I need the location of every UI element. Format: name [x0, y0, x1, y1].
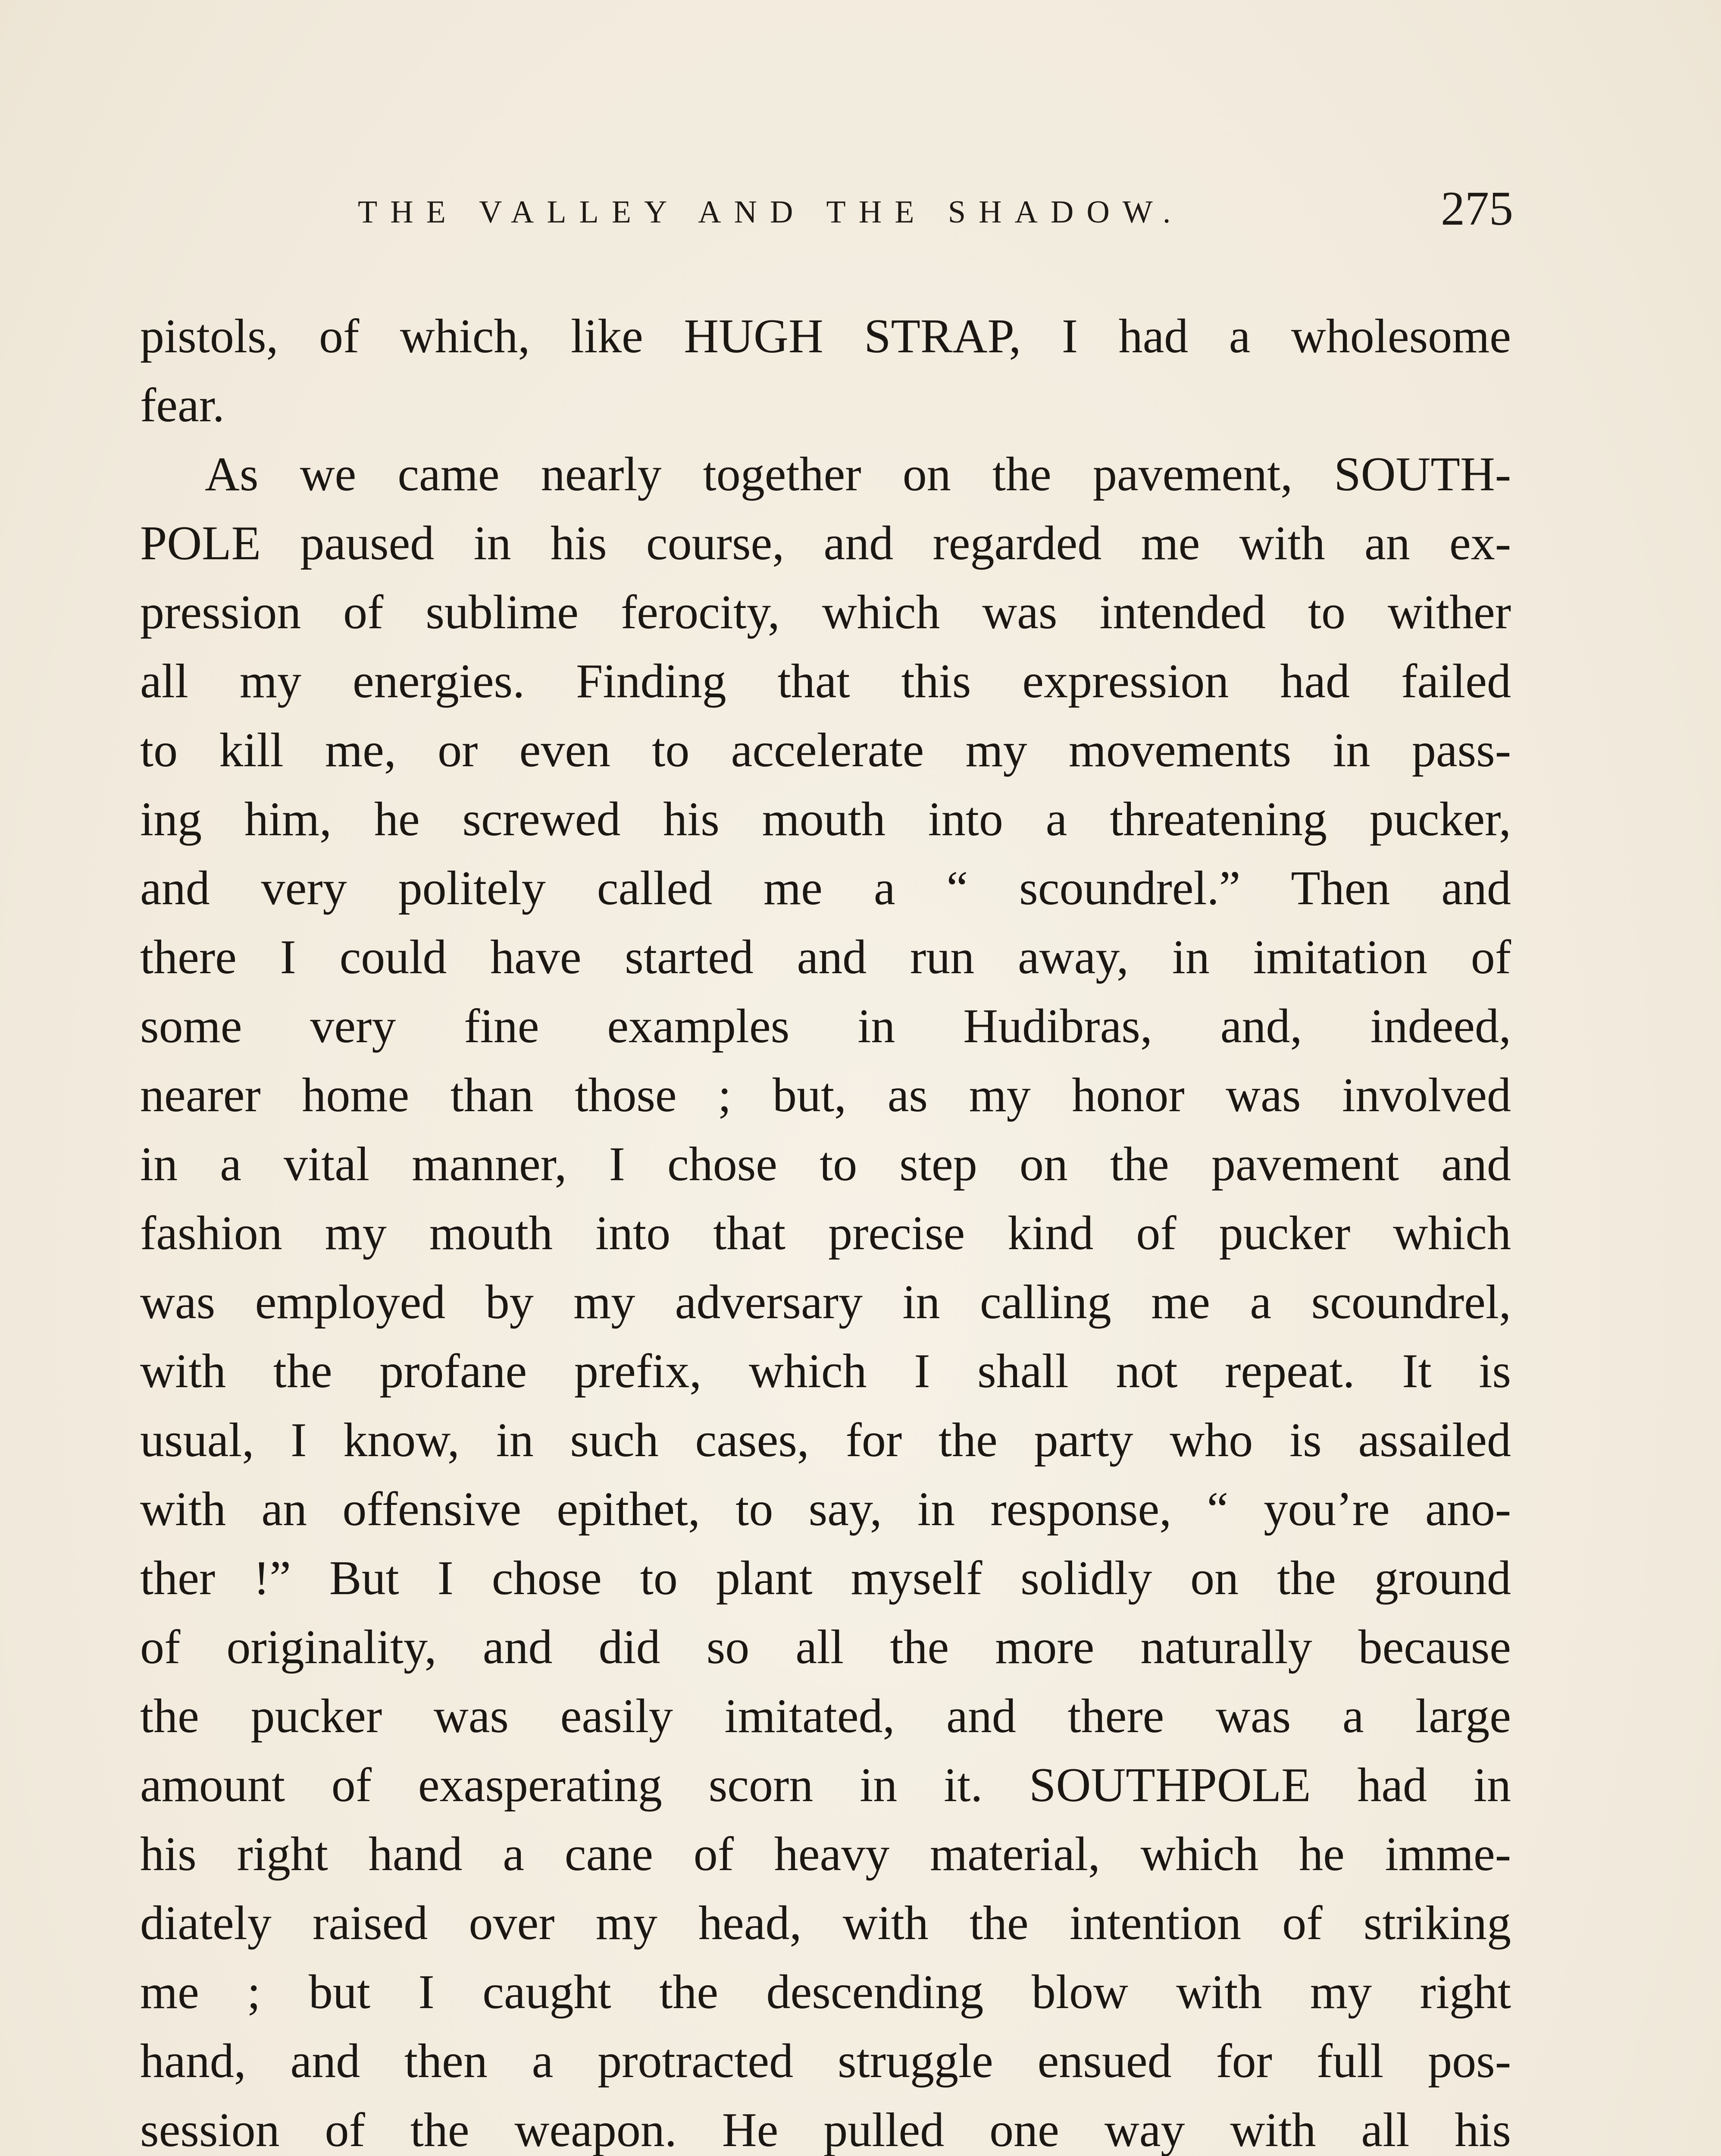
text-line: hand, and then a protracted struggle ensued for full pos- [140, 2034, 1511, 2088]
page-number: 275 [1441, 182, 1513, 235]
text-line: with an offensive epithet, to say, in response, “ you’re ano- [140, 1482, 1511, 1536]
text-line: the pucker was easily imitated, and there was a large [140, 1689, 1511, 1743]
text-line: diately raised over my head, with the intention of striking [140, 1896, 1511, 1950]
text-line: usual, I know, in such cases, for the party who is assailed [140, 1413, 1511, 1467]
running-title: THE VALLEY AND THE SHADOW. [358, 194, 1184, 230]
text-line: was employed by my adversary in calling me a scoundrel, [140, 1275, 1511, 1329]
text-line: amount of exasperating scorn in it. SOUTHPOLE had in [140, 1758, 1511, 1812]
text-line: pistols, of which, like HUGH STRAP, I had a wholesome [140, 310, 1511, 363]
text-line: ing him, he screwed his mouth into a threatening pucker, [140, 793, 1511, 846]
text-line: his right hand a cane of heavy material, which he imme- [140, 1827, 1511, 1881]
text-line: with the profane prefix, which I shall not repeat. It is [140, 1344, 1511, 1398]
page-header [142, 181, 1513, 241]
text-line: fashion my mouth into that precise kind of pucker which [140, 1206, 1511, 1260]
text-line: there I could have started and run away, in imitation of [140, 931, 1511, 984]
text-line: of originality, and did so all the more naturally because [140, 1620, 1511, 1674]
text-line: fear. [140, 379, 225, 432]
text-line: some very fine examples in Hudibras, and, indeed, [140, 1000, 1511, 1053]
text-line: session of the weapon. He pulled one way with all his [140, 2103, 1511, 2156]
body-text [140, 302, 1511, 2156]
text-line: me ; but I caught the descending blow with my right [140, 1965, 1511, 2019]
text-line: in a vital manner, I chose to step on the pavement and [140, 1138, 1511, 1191]
text-line: POLE paused in his course, and regarded me with an ex- [140, 517, 1511, 570]
text-line: all my energies. Finding that this expression had failed [140, 655, 1511, 708]
text-line: As we came nearly together on the pavement, SOUTH- [205, 448, 1511, 501]
text-line: ther !” But I chose to plant myself solidly on the ground [140, 1551, 1511, 1605]
text-line: nearer home than those ; but, as my honor was involved [140, 1069, 1511, 1122]
text-line: pression of sublime ferocity, which was intended to wither [140, 586, 1511, 639]
text-line: to kill me, or even to accelerate my movements in pass- [140, 724, 1511, 777]
text-line: and very politely called me a “ scoundrel.” Then and [140, 862, 1511, 915]
